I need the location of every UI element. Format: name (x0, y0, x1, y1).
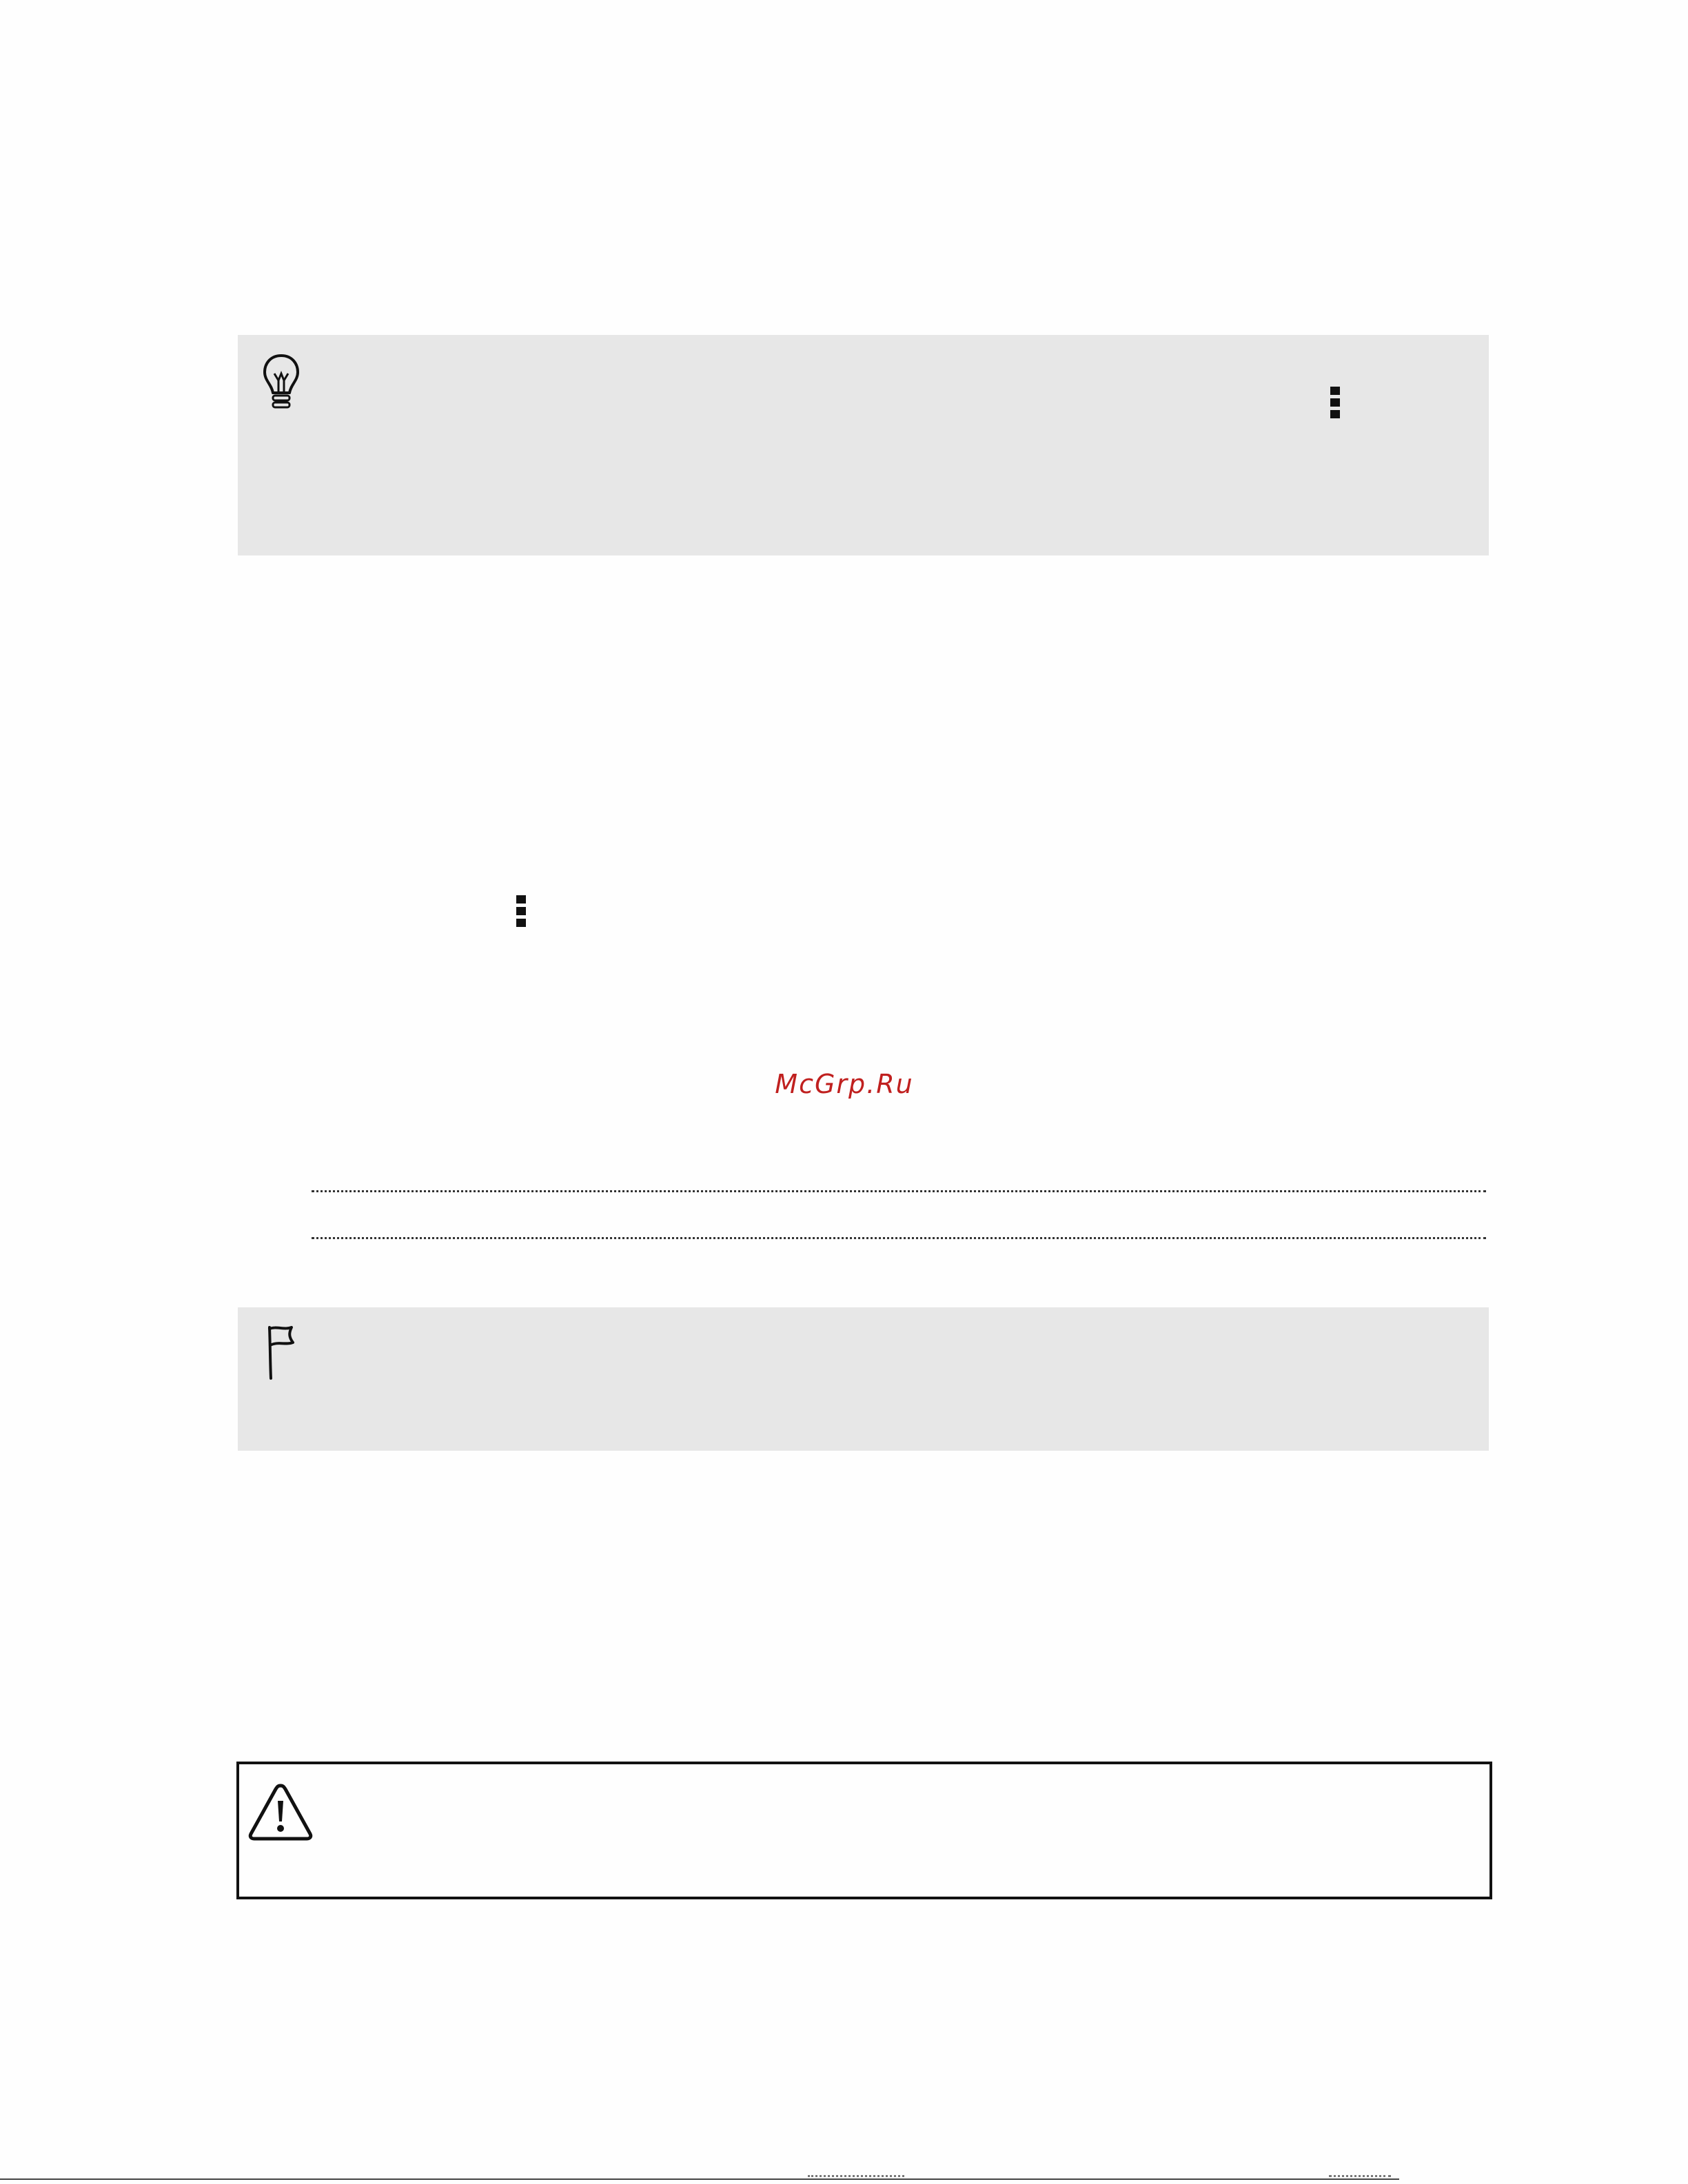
more-vertical-icon (516, 895, 526, 927)
footer-mark (808, 2175, 904, 2180)
tip-callout (238, 335, 1489, 555)
warning-callout (236, 1762, 1492, 1899)
more-vertical-icon (1330, 387, 1340, 418)
footer-rule (0, 2178, 1399, 2180)
lightbulb-icon (262, 353, 301, 412)
dotted-divider (312, 1190, 1486, 1192)
note-callout (238, 1307, 1489, 1451)
dotted-divider (312, 1237, 1486, 1239)
flag-icon (264, 1325, 298, 1381)
footer-mark (1329, 2175, 1391, 2180)
watermark-text: McGrp.Ru (775, 1069, 914, 1099)
warning-triangle-icon (247, 1782, 314, 1842)
